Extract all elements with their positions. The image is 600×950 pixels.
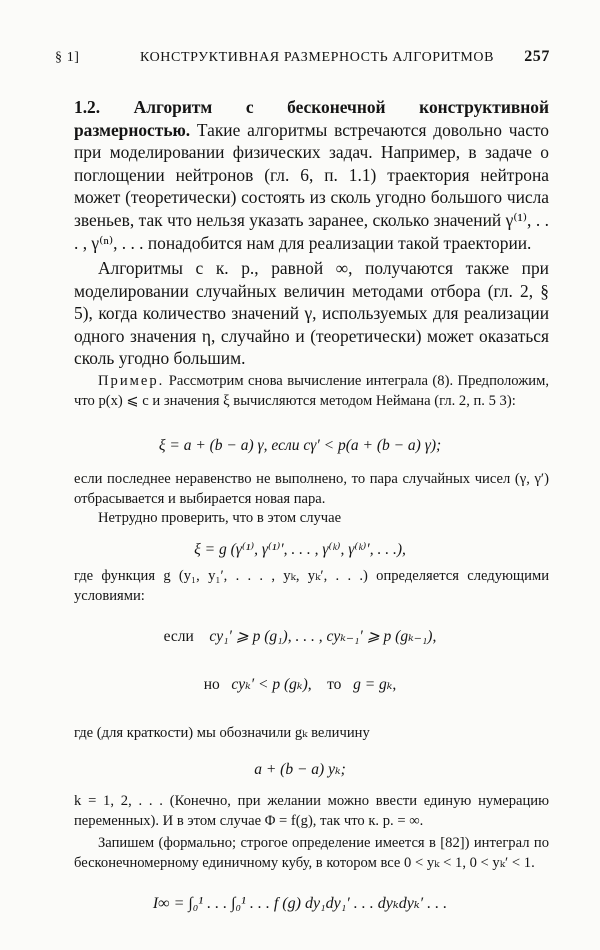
formula-gk: a + (b − a) yₖ; [254,761,346,778]
condition-2-result: g = gₖ, [353,676,397,693]
condition-2-formula: cyₖ′ < p (gₖ), [231,676,312,693]
condition-2-word: но [203,676,220,693]
formula-infinite-integral: I∞ = ∫₀¹ . . . ∫₀¹ . . . f (g) dy₁dy₁′ . . . dyₖdyₖ′ . . . [152,895,448,912]
example-label: Пример. [98,373,165,389]
example-text: Рассмотрим снова вычисление интеграла (8). Предположим, что p(x) ⩽ c и значения ξ вычисляются методом Неймана (гл. 2, п. 5 3): [74,373,549,409]
running-title: КОНСТРУКТИВНАЯ РАЗМЕРНОСТЬ АЛГОРИТМОВ [140,50,495,65]
running-header [55,50,550,72]
paragraph-2: Алгоритмы с к. р., равной ∞, получаются также при моделировании случайных величин методами отбора (гл. 2, § 5), когда количество значений γ, используемых для реализации одного значения η, случайно и (теоретически) может оказаться сколь угодно большим. [74,258,549,369]
formula-neumann: ξ = a + (b − a) γ, если cγ′ < p(a + (b − a) γ); [158,437,442,454]
formula-xi-g: ξ = g (γ⁽¹⁾, γ⁽¹⁾′, . . . , γ⁽ᵏ⁾, γ⁽ᵏ⁾′, . . .), [194,541,406,558]
condition-1-formula: cy₁′ ⩾ p (g₁), . . . , cyₖ₋₁′ ⩾ p (gₖ₋₁), [209,628,437,645]
page-number: 257 [524,48,550,65]
paragraph-check: Нетрудно проверить, что в этом случае [98,510,342,526]
condition-1-word: если [163,628,194,645]
paragraph-1-text: Такие алгоритмы встречаются довольно часто при моделировании физических задач. Например, в задаче о поглощении нейтронов (гл. 6, п. 1.1) траектория нейтрона может (теоретически) состоять из сколь угодно большого числа звеньев, так что нельзя указать заранее, сколько значений γ⁽¹⁾, . . . , γ⁽ⁿ⁾, . . . понадобится нам для реализации такой траектории. [74,119,549,253]
paragraph-1 [74,96,549,254]
condition-2-then: то [327,676,342,693]
example-paragraph [74,372,549,411]
subsection-heading: 1.2. Алгоритм с бесконечной конструктивной размерностью. [74,97,549,140]
section-mark: § 1] [55,50,80,65]
paragraph-integral: Запишем (формально; строгое определение имеется в [82]) интеграл по бесконечномерному единичному кубу, в котором все 0 < yₖ < 1, 0 < yₖ′ < 1. [74,835,549,871]
paragraph-numbering: k = 1, 2, . . . (Конечно, при желании можно ввести единую нумерацию переменных). И в этом случае Φ = f(g), так что к. р. = ∞. [74,793,549,829]
paragraph-denote: где (для краткости) мы обозначили gₖ величину [74,725,370,741]
condition-2 [0,675,600,694]
paragraph-reject: если последнее неравенство не выполнено, то пара случайных чисел (γ, γ′) отбрасывается и выбирается новая пара. [74,471,549,507]
condition-1 [0,627,600,646]
paragraph-function-g: где функция g (y₁, y₁′, . . . , yₖ, yₖ′, . . .) определяется следующими условиями: [74,568,549,604]
